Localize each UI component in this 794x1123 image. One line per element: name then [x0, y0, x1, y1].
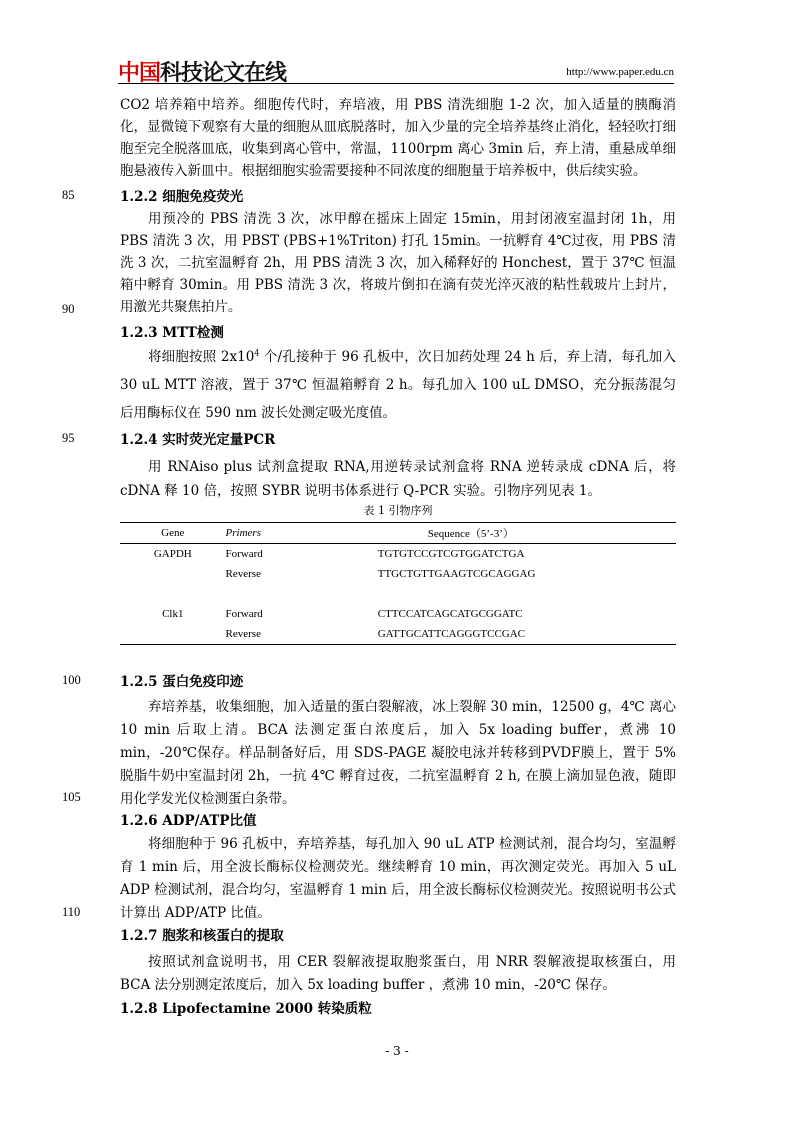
section-body: 将细胞种于 96 孔板中，弃培养基，每孔加入 90 uL ATP 检测试剂，混合均匀，室温孵育 1 min 后，用全波长酶标仪检测荧光。继续孵育 10 min，再次测定荧光。再加入 5 uL ADP 检测试剂，混合均匀，室温孵育 1 min 后，用全波长酶标仪检测荧光。按照说明书公式计算出 ADP/ATP 比值。 — [120, 836, 676, 921]
section-heading: 1.2.5 蛋白免疫印迹 — [120, 674, 244, 690]
table-row — [120, 544, 676, 565]
table-cell — [120, 564, 226, 584]
line-number: 90 — [62, 302, 75, 316]
section-heading: 1.2.7 胞浆和核蛋白的提取 — [120, 928, 284, 944]
section-body: 用预冷的 PBS 清洗 3 次，冰甲醇在摇床上固定 15min，用封闭液室温封闭 1h，用 PBS 清洗 3 次，用 PBST (PBS+1%Triton) 打孔 15min。一抗孵育 4℃过夜，用 PBS 清洗 3 次，二抗室温孵育 2h，用 PBS 清洗 3 次，加入稀释好的 Honchest，置于 37℃ 恒温箱中孵育 30min。用 PBS 清洗 3 次，将玻片倒扣在滴有荧光淬灭液的粘性载玻片上封片，用激光共聚焦拍片。 — [120, 211, 676, 315]
header-rule — [118, 83, 674, 84]
primer-table — [120, 522, 676, 645]
logo-black-text: 科技论文在线 — [160, 61, 287, 86]
section-heading: 1.2.4 实时荧光定量PCR — [120, 432, 276, 448]
table-row — [120, 584, 676, 604]
table-cell: Forward — [225, 548, 263, 560]
table-cell: GAPDH — [153, 548, 192, 560]
section-body: 弃培养基，收集细胞，加入适量的蛋白裂解液，冰上裂解 30 min，12500 g，4℃ 离心 10 min 后取上清。BCA 法测定蛋白浓度后，加入 5x loading buffer，煮沸 10 min，-20℃保存。样品制备好后，用 SDS-PAGE 凝胶电泳并转移到PVDF膜上，置于 5% 脱脂牛奶中室温封闭 2h，一抗 4℃ 孵育过夜，二抗室温孵育 2 h, 在膜上滴加显色液，随即用化学发光仪检测蛋白条带。 — [120, 699, 676, 807]
logo-red-text: 中国 — [118, 61, 161, 86]
page-number: - 3 - — [385, 1044, 409, 1058]
table-cell — [226, 584, 378, 604]
table-row — [120, 564, 676, 584]
section-heading: 1.2.2 细胞免疫荧光 — [120, 189, 244, 205]
table-cell: CTTCCATCAGCATGCGGATC — [377, 608, 523, 620]
section-body: 将细胞按照 $2x10^4$ 个/孔接种于 96 孔板中，次日加药处理 24 h 后，弃上清，每孔加入 30 uL MTT 溶液，置于 37℃ 恒温箱孵育 2 h。每孔加入 100 uL DMSO，充分振荡混匀后用酶标仪在 590 nm 波长处测定吸光度值。 — [120, 348, 676, 421]
section-heading: 1.2.3 MTT检测 — [120, 325, 224, 341]
table-cell — [378, 584, 676, 604]
section-heading: 1.2.8 Lipofectamine 2000 转染质粒 — [120, 1001, 372, 1017]
table-cell: Clk1 — [162, 608, 184, 620]
line-number: 95 — [62, 431, 75, 445]
column-header: Primers — [225, 527, 261, 539]
table-row — [120, 604, 676, 624]
table-row — [120, 624, 676, 645]
header-url[interactable]: http://www.paper.edu.cn — [566, 66, 674, 78]
line-number: 110 — [62, 905, 81, 919]
section-body: 按照试剂盒说明书，用 CER 裂解液提取胞浆蛋白，用 NRR 裂解液提取核蛋白，用 BCA 法分别测定浓度后，加入 5x loading buffer ，煮沸 10 min，-20℃ 保存。 — [120, 954, 676, 993]
table-cell: TTGCTGTTGAAGTCGCAGGAG — [377, 568, 536, 580]
column-header: Gene — [161, 527, 185, 539]
superscript: 4 — [254, 348, 260, 358]
line-number: 85 — [62, 188, 75, 202]
intro-paragraph: CO2 培养箱中培养。细胞传代时，弃培液，用 PBS 清洗细胞 1-2 次，加入适量的胰酶消化，显微镜下观察有大量的细胞从皿底脱落时，加入少量的完全培养基终止消化，轻轻吹打细胞至完全脱落皿底，收集到离心管中，常温，1100rpm 离心 3min 后，弃上清，重悬成单细胞悬液传入新皿中。根据细胞实验需要接种不同浓度的细胞量于培养板中，供后续实验。 — [120, 97, 676, 179]
table-cell: Reverse — [225, 628, 261, 640]
table-caption: 表 1 引物序列 — [363, 504, 433, 517]
table-header-row — [120, 523, 676, 544]
table-cell: GATTGCATTCAGGGTCCGAC — [377, 628, 526, 640]
section-heading: 1.2.6 ADP/ATP比值 — [120, 813, 257, 829]
line-number: 105 — [62, 790, 81, 804]
table-cell — [120, 624, 226, 645]
table-cell: TGTGTCCGTCGTGGATCTGA — [377, 548, 525, 560]
section-body: 用 RNAiso plus 试剂盒提取 RNA,用逆转录试剂盒将 RNA 逆转录成 cDNA 后，将 cDNA 释 10 倍，按照 SYBR 说明书体系进行 Q-PCR 实验。引物序列见表 1。 — [120, 459, 676, 499]
table-cell: Forward — [225, 608, 263, 620]
column-header: Sequence（5’-3’） — [427, 528, 514, 540]
table-cell: Reverse — [225, 568, 261, 580]
line-number: 100 — [62, 673, 81, 687]
table-cell — [120, 584, 226, 604]
